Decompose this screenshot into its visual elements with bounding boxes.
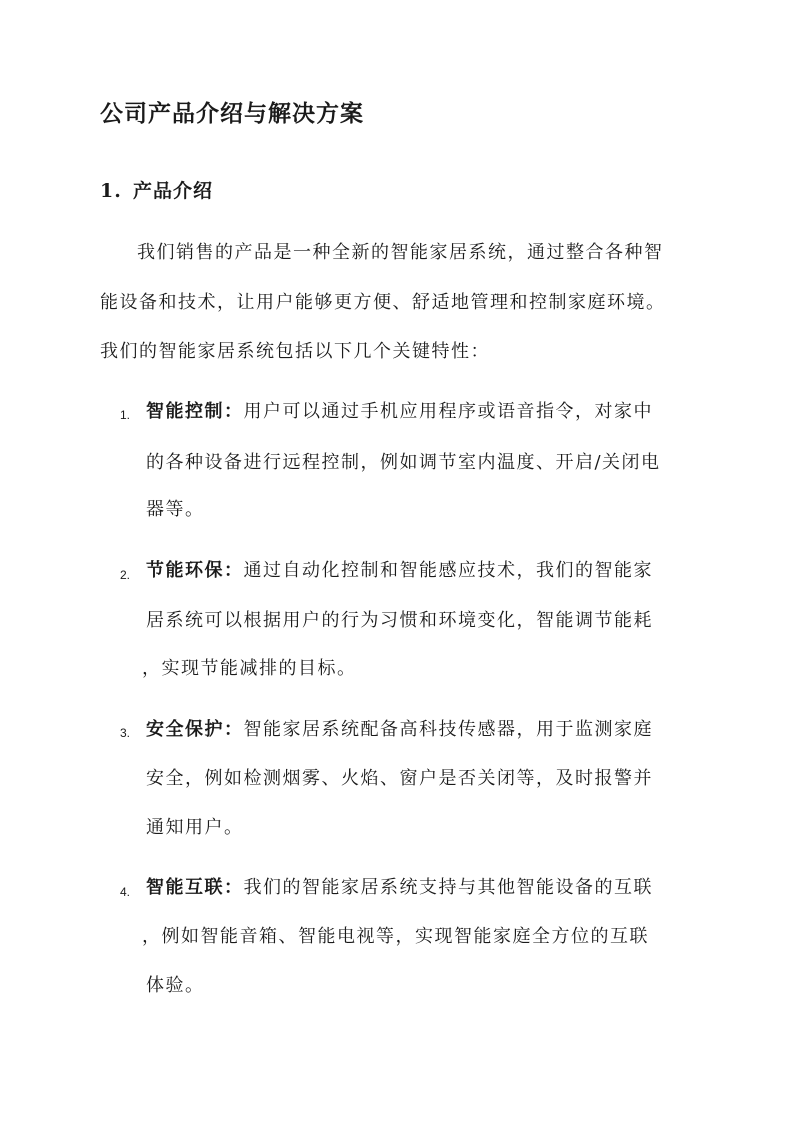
- feature-line: 的各种设备进行远程控制，例如调节室内温度、开启/关闭电: [146, 452, 661, 473]
- feature-name: 智能控制：: [146, 401, 244, 422]
- feature-first-line: [146, 562, 653, 580]
- feature-number: 4.: [120, 885, 131, 899]
- feature-first-line: [146, 879, 653, 897]
- feature-text: 我们的智能家居系统支持与其他智能设备的互联: [243, 877, 653, 898]
- feature-line: ，例如智能音箱、智能电视等，实现智能家庭全方位的互联: [142, 926, 649, 947]
- section-number: 1.: [100, 180, 122, 202]
- document-title: 公司产品介绍与解决方案: [100, 100, 364, 127]
- feature-name: 安全保护：: [146, 719, 244, 740]
- feature-line: 安全，例如检测烟雾、火焰、窗户是否关闭等，及时报警并: [146, 768, 653, 789]
- feature-number: 1.: [120, 408, 131, 422]
- feature-line: ，实现节能减排的目标。: [142, 658, 357, 679]
- feature-number: 3.: [120, 726, 131, 740]
- intro-line: 能设备和技术，让用户能够更方便、舒适地管理和控制家庭环境。: [100, 292, 666, 313]
- feature-name: 智能互联：: [146, 877, 244, 898]
- feature-name: 节能环保：: [146, 560, 244, 581]
- feature-first-line: [146, 721, 653, 739]
- feature-text: 智能家居系统配备高科技传感器，用于监测家庭: [243, 719, 653, 740]
- feature-text: 通过自动化控制和智能感应技术，我们的智能家: [243, 560, 653, 581]
- feature-text: 用户可以通过手机应用程序或语音指令，对家中: [243, 401, 653, 422]
- intro-line: 我们的智能家居系统包括以下几个关键特性：: [100, 341, 490, 362]
- feature-line: 居系统可以根据用户的行为习惯和环境变化，智能调节能耗: [146, 610, 653, 631]
- section-heading-text: 产品介绍: [133, 180, 214, 202]
- feature-line: 器等。: [146, 499, 205, 520]
- section-heading: [100, 176, 213, 203]
- feature-line: 通知用户。: [146, 817, 244, 838]
- feature-number: 2.: [120, 568, 131, 582]
- feature-first-line: [146, 403, 653, 421]
- intro-line: 我们销售的产品是一种全新的智能家居系统，通过整合各种智: [137, 242, 664, 263]
- feature-line: 体验。: [146, 975, 205, 996]
